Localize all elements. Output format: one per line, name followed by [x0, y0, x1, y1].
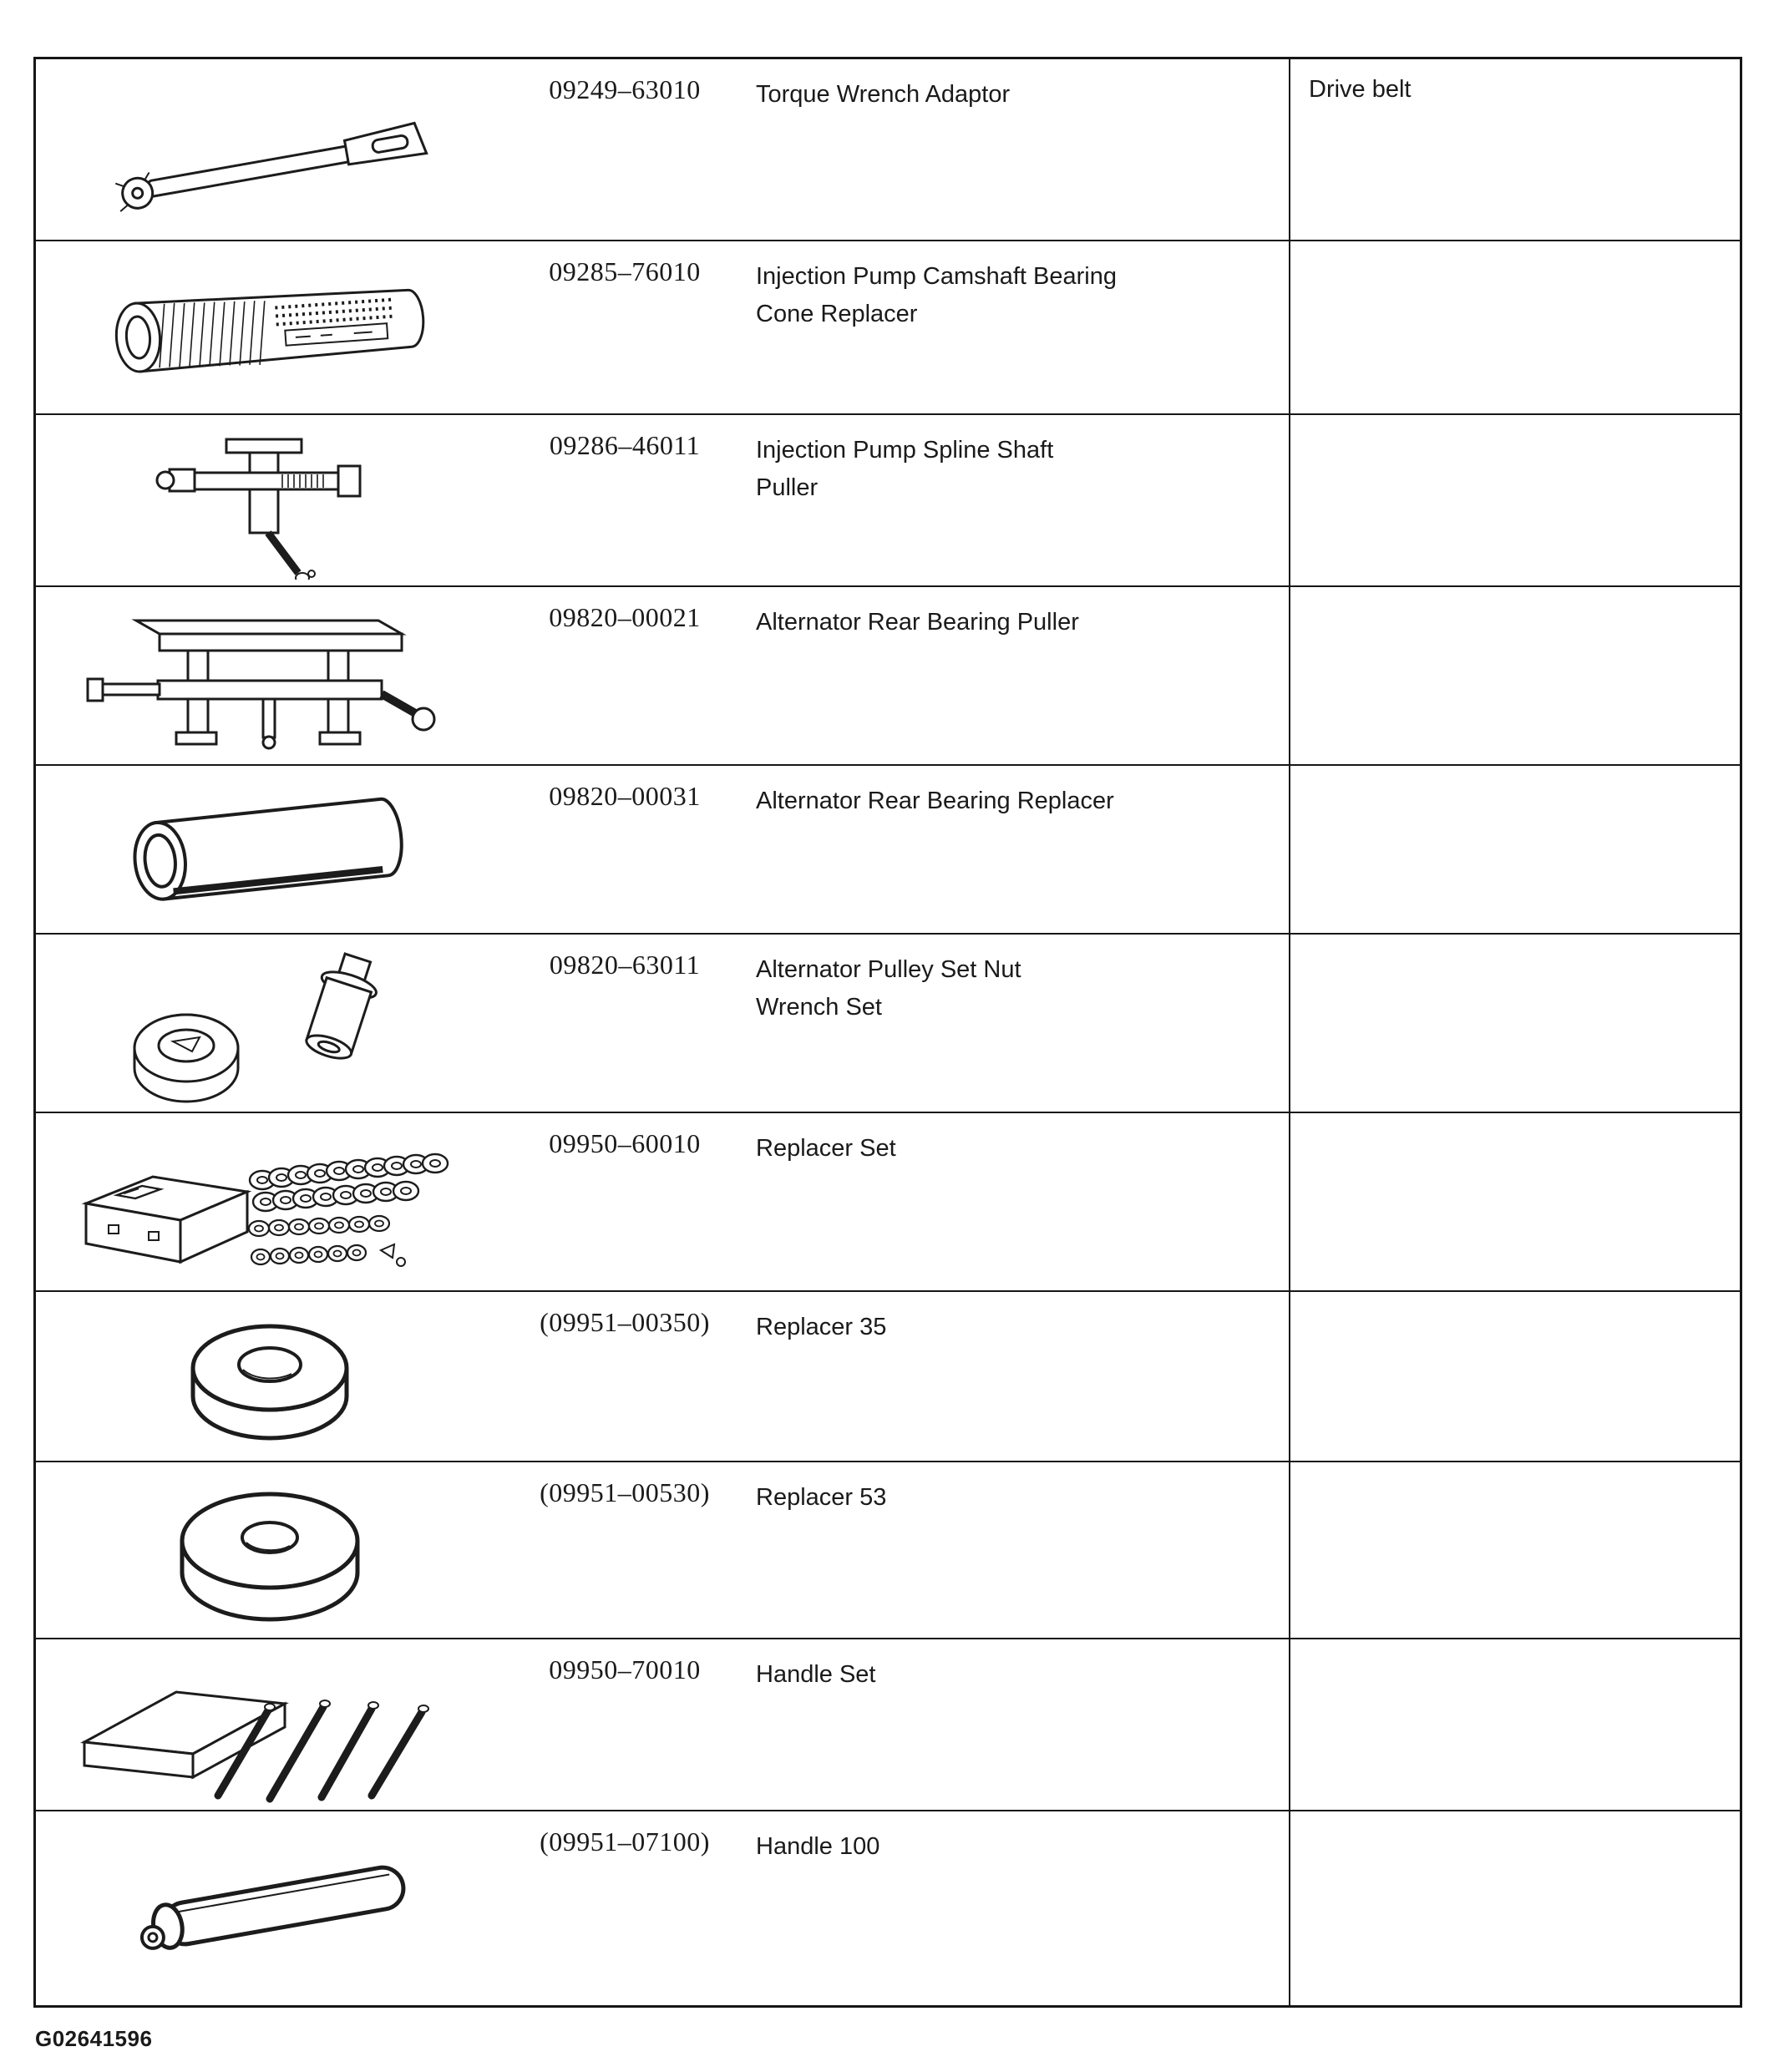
part-number: 09286–46011: [549, 430, 701, 460]
table-row: [36, 766, 1740, 935]
tool-note: [1289, 415, 1740, 585]
tool-note: Drive belt: [1289, 59, 1740, 240]
tool-note: [1289, 587, 1740, 764]
table-row: [36, 241, 1740, 415]
tool-illustration-cell: [36, 1462, 504, 1638]
table-row: [36, 1639, 1740, 1811]
tool-note: [1289, 1811, 1740, 2005]
alternator-pulley-set-nut-wrench-set-illustration: [86, 940, 454, 1107]
table-row: [36, 59, 1740, 241]
tool-name: Replacer 35: [756, 1314, 887, 1340]
tool-note: [1289, 1462, 1740, 1638]
alternator-rear-bearing-puller-illustration: [78, 592, 462, 759]
tool-name: Replacer Set: [756, 1135, 896, 1162]
replacer-35-illustration: [144, 1301, 395, 1451]
tool-name: Torque Wrench Adaptor: [756, 81, 1011, 108]
part-number: 09820–63011: [549, 950, 701, 980]
table-row: [36, 1292, 1740, 1462]
handle-set-illustration: [69, 1645, 470, 1804]
table-row: [36, 935, 1740, 1113]
table-row: [36, 1462, 1740, 1639]
tool-illustration-cell: [36, 1113, 504, 1290]
table-row: [36, 1113, 1740, 1292]
part-number: (09951–00350): [540, 1307, 710, 1337]
tool-illustration-cell: [36, 587, 504, 764]
tool-name: Alternator Rear Bearing Replacer: [756, 788, 1114, 814]
tool-illustration-cell: [36, 415, 504, 585]
tool-note: [1289, 1639, 1740, 1810]
tool-name: Handle 100: [756, 1833, 880, 1860]
table-row: [36, 415, 1740, 587]
torque-wrench-adaptor-illustration: [86, 87, 454, 212]
part-number: 09950–60010: [549, 1128, 701, 1158]
part-number: 09285–76010: [549, 256, 701, 286]
tool-illustration-cell: [36, 241, 504, 413]
part-number: (09951–07100): [540, 1826, 710, 1857]
tool-illustration-cell: [36, 1811, 504, 2005]
tool-illustration-cell: [36, 1639, 504, 1810]
alternator-rear-bearing-replacer-illustration: [86, 774, 454, 925]
injection-pump-camshaft-bearing-cone-replacer-illustration: [86, 265, 454, 390]
tool-name: Alternator Pulley Set Nut Wrench Set: [756, 956, 1021, 1021]
table-row: [36, 587, 1740, 766]
injection-pump-spline-shaft-puller-illustration: [144, 421, 395, 580]
handle-100-illustration: [86, 1837, 454, 1979]
tool-name: Handle Set: [756, 1661, 876, 1688]
tool-name: Injection Pump Camshaft Bearing Cone Replacer: [756, 263, 1117, 327]
tool-note: [1289, 1113, 1740, 1290]
tool-name: Alternator Rear Bearing Puller: [756, 609, 1079, 636]
tool-name: Replacer 53: [756, 1484, 887, 1511]
tool-illustration-cell: [36, 935, 504, 1112]
replacer-53-illustration: [132, 1471, 408, 1629]
part-number: 09820–00021: [549, 602, 701, 632]
part-number: (09951–00530): [540, 1477, 710, 1507]
tool-note: [1289, 766, 1740, 933]
part-number: 09249–63010: [549, 74, 701, 104]
part-number: 09950–70010: [549, 1654, 701, 1684]
replacer-set-illustration: [65, 1118, 474, 1285]
tool-note: [1289, 935, 1740, 1112]
table-row: [36, 1811, 1740, 2005]
part-number: 09820–00031: [549, 781, 701, 811]
tool-illustration-cell: [36, 59, 504, 240]
tool-name: Injection Pump Spline Shaft Puller: [756, 437, 1054, 501]
sst-table: [33, 57, 1742, 2008]
figure-id: G02641596: [35, 2026, 153, 2051]
tool-illustration-cell: [36, 766, 504, 933]
tool-illustration-cell: [36, 1292, 504, 1461]
tool-note: [1289, 1292, 1740, 1461]
tool-note: [1289, 241, 1740, 413]
